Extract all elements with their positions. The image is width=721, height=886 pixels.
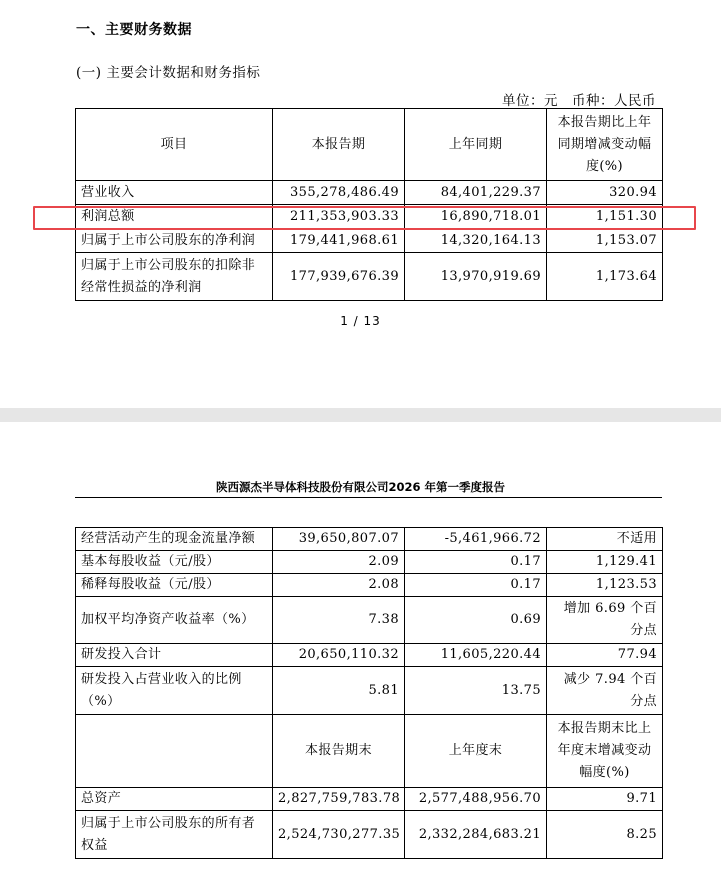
table-row xyxy=(76,253,663,301)
row-prior: 11,605,220.44 xyxy=(405,644,547,667)
subheader-prior-year-end: 上年度末 xyxy=(405,715,547,788)
subheader-period-end: 本报告期末 xyxy=(273,715,405,788)
row-change: 1,129.41 xyxy=(547,551,663,574)
table-row xyxy=(76,528,663,551)
table-subheader-row xyxy=(76,715,663,788)
page-separator xyxy=(0,408,721,422)
row-current: 39,650,807.07 xyxy=(273,528,405,551)
row-prior: 0.17 xyxy=(405,574,547,597)
header-change-pct: 本报告期比上年同期增减变动幅度(%) xyxy=(547,109,663,181)
row-label: 归属于上市公司股东的所有者权益 xyxy=(76,811,273,859)
row-current: 20,650,110.32 xyxy=(273,644,405,667)
row-current: 179,441,968.61 xyxy=(273,230,405,253)
header-rule xyxy=(75,497,662,498)
subheader-change-pct: 本报告期末比上年度末增减变动幅度(%) xyxy=(547,715,663,788)
row-change: 1,123.53 xyxy=(547,574,663,597)
row-label: 归属于上市公司股东的净利润 xyxy=(76,230,273,253)
row-current: 177,939,676.39 xyxy=(273,253,405,301)
highlight-box xyxy=(33,206,696,230)
table-row xyxy=(76,551,663,574)
row-label: 归属于上市公司股东的扣除非经常性损益的净利润 xyxy=(76,253,273,301)
row-current: 2.08 xyxy=(273,574,405,597)
row-label: 研发投入合计 xyxy=(76,644,273,667)
main-financial-table xyxy=(75,108,663,301)
table-row xyxy=(76,644,663,667)
row-prior: 16,890,718.01 xyxy=(405,205,547,230)
unit-label: 单位：元 xyxy=(502,93,558,109)
row-change: 增加 6.69 个百分点 xyxy=(547,597,663,644)
row-label: 营业收入 xyxy=(76,181,273,205)
currency-label: 币种：人民币 xyxy=(572,93,656,109)
page-number: 1 / 13 xyxy=(340,314,381,328)
row-label: 总资产 xyxy=(76,788,273,811)
row-change: 9.71 xyxy=(547,788,663,811)
row-change: 320.94 xyxy=(547,181,663,205)
table-row xyxy=(76,788,663,811)
row-label: 加权平均净资产收益率（%） xyxy=(76,597,273,644)
section-title: 一、主要财务数据 xyxy=(76,22,192,38)
row-current: 2,524,730,277.35 xyxy=(273,811,405,859)
row-prior: 13,970,919.69 xyxy=(405,253,547,301)
row-prior: 0.69 xyxy=(405,597,547,644)
report-header: 陕西源杰半导体科技股份有限公司2026 年第一季度报告 xyxy=(215,480,505,494)
row-change: 1,151.30 xyxy=(547,205,663,230)
row-prior: 14,320,164.13 xyxy=(405,230,547,253)
row-prior: 13.75 xyxy=(405,667,547,715)
row-current: 5.81 xyxy=(273,667,405,715)
row-change: 减少 7.94 个百分点 xyxy=(547,667,663,715)
row-current: 2.09 xyxy=(273,551,405,574)
table-row xyxy=(76,667,663,715)
row-label: 经营活动产生的现金流量净额 xyxy=(76,528,273,551)
row-change: 不适用 xyxy=(547,528,663,551)
table-row xyxy=(76,230,663,253)
header-item: 项目 xyxy=(76,109,273,181)
row-prior: 2,332,284,683.21 xyxy=(405,811,547,859)
row-prior: 0.17 xyxy=(405,551,547,574)
table-row xyxy=(76,574,663,597)
header-prior-period: 上年同期 xyxy=(405,109,547,181)
page-2 xyxy=(0,422,721,886)
row-current: 7.38 xyxy=(273,597,405,644)
page-1 xyxy=(0,0,721,408)
row-current: 211,353,903.33 xyxy=(273,205,405,230)
row-change: 8.25 xyxy=(547,811,663,859)
table-header-row xyxy=(76,109,663,181)
row-current: 2,827,759,783.78 xyxy=(273,788,405,811)
row-label: 研发投入占营业收入的比例（%） xyxy=(76,667,273,715)
row-label: 稀释每股收益（元/股） xyxy=(76,574,273,597)
subheader-item xyxy=(76,715,273,788)
table-row xyxy=(76,181,663,205)
unit-line xyxy=(502,89,656,109)
row-prior: 84,401,229.37 xyxy=(405,181,547,205)
row-change: 77.94 xyxy=(547,644,663,667)
table-row xyxy=(76,811,663,859)
sub-title: (一) 主要会计数据和财务指标 xyxy=(76,65,261,81)
row-prior: 2,577,488,956.70 xyxy=(405,788,547,811)
row-label: 基本每股收益（元/股） xyxy=(76,551,273,574)
row-label: 利润总额 xyxy=(76,205,273,230)
row-change: 1,153.07 xyxy=(547,230,663,253)
row-current: 355,278,486.49 xyxy=(273,181,405,205)
row-change: 1,173.64 xyxy=(547,253,663,301)
row-prior: -5,461,966.72 xyxy=(405,528,547,551)
table-row xyxy=(76,597,663,644)
header-current-period: 本报告期 xyxy=(273,109,405,181)
continued-financial-table xyxy=(75,527,663,859)
